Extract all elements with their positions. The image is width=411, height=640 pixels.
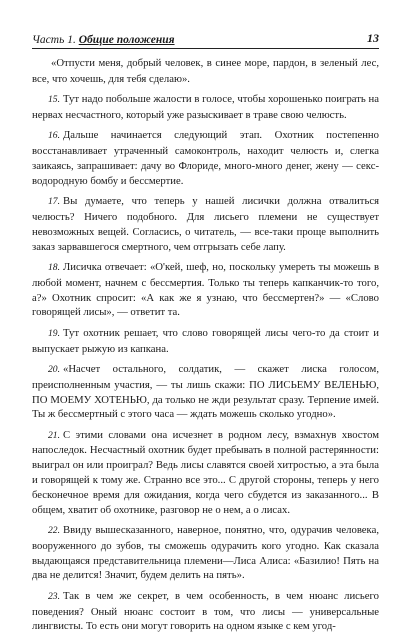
paragraph-text: Дальше начинается следующий этап. Охотник постепенно восстанавливает утраченный самоконтроль, находит челюсть и, слегка заикаясь, запрашивает: дачу во Флориде, много-много денег, жену — секс-водородную бомбу и бессмертие. [32, 129, 379, 187]
running-header [32, 28, 379, 50]
paragraph [32, 194, 379, 254]
header-rule [32, 48, 379, 49]
header-section: Общие положения [78, 34, 175, 46]
paragraph-text: Тут надо побольше жалости в голосе, чтобы хорошенько поиграть на нервах несчастного, который уже разыскивает в траве свою челюсть. [32, 93, 379, 121]
header-title [32, 34, 175, 46]
paragraph-number: 16. [48, 130, 60, 142]
paragraph-text: Ввиду вышесказанного, наверное, понятно, что, одурачив человека, вооруженного до зубов, ты сможешь одурачить кого угодно. Как сказала выдающаяся представительница племени—Лиса Алиса: «Базилио! Пять на два не делится! Значит, будем делить на пять». [32, 524, 379, 582]
paragraph-text: С этими словами она исчезнет в родном лесу, взмахнув хвостом напоследок. Несчастный охотник будет пребывать в полной растерянности: выиграл он или проиграл? Ведь лисы славятся своей хитростью, а эта была и говорящей к тому же. Странно все это... С другой стороны, теперь у него бесконечное время для ожидания, когда чего сбудется из заказанного... В общем, хватит об охотнике, разговор не о нем, а о лисах. [32, 428, 379, 516]
paragraph-text: Лисичка отвечает: «О'кей, шеф, но, поскольку умереть ты можешь в любой момент, начнем с бессмертия. Только ты теперь капканчик-то того, а?» Охотник спросит: «А как же я узнаю, что бессмертен?» — «Слово говорящей лисы», — ответит та. [32, 260, 379, 319]
header-part: Часть 1. [32, 34, 76, 46]
paragraph [32, 362, 379, 422]
paragraph-text: Так в чем же секрет, в чем особенность, в чем нюанс лисьего поведения? Оный нюанс состоит в том, что лисы — универсальные лингвисты. То есть они могут говорить на одном языке с кем угод- [32, 589, 379, 633]
paragraph [32, 326, 379, 357]
paragraph [32, 128, 379, 188]
paragraph-number: 21. [48, 429, 60, 441]
body-text [32, 56, 379, 640]
paragraph [32, 260, 379, 320]
page-number: 13 [367, 31, 379, 45]
paragraph-number: 20. [48, 363, 60, 375]
paragraph-number: 18. [48, 261, 60, 273]
paragraph-text: «Отпусти меня, добрый человек, в синее море, пардон, в зеленый лес, все, что хочешь, для тебя сделаю». [32, 57, 379, 85]
paragraph-text: Тут охотник решает, что слово говорящей лисы чего-то да стоит и выпускает рыжую из капкана. [32, 326, 379, 355]
paragraph-text: «Насчет остального, солдатик, — скажет лиска голосом, преисполненным участия, — ты лишь скажи: ПО ЛИСЬЕМУ ВЕЛЕНЬЮ, ПО МОЕМУ ХОТЕНЬЮ, да только не жди результат сразу. Терпение имей. Ты ж бессмертный с этого часа — ждать можешь сколько угодно». [32, 362, 379, 421]
paragraph [32, 56, 379, 87]
paragraph [32, 428, 379, 518]
paragraph [32, 523, 379, 583]
paragraph-number: 19. [48, 327, 60, 339]
paragraph-number: 23. [48, 590, 60, 602]
paragraph-number: 17. [48, 196, 60, 208]
paragraph-number: 15. [48, 94, 60, 106]
paragraph [32, 92, 379, 123]
paragraph-number: 22. [48, 525, 60, 537]
paragraph-text: Вы думаете, что теперь у нашей лисички должна отвалиться челюсть? Ничего подобного. Для лисьего племени не существует невозможных вещей. Согласись, о читатель, — все-таки проще выполнить заказ зарвавшегося смертного, чем отгрызать себе лапу. [32, 195, 379, 253]
paragraph [32, 589, 379, 634]
